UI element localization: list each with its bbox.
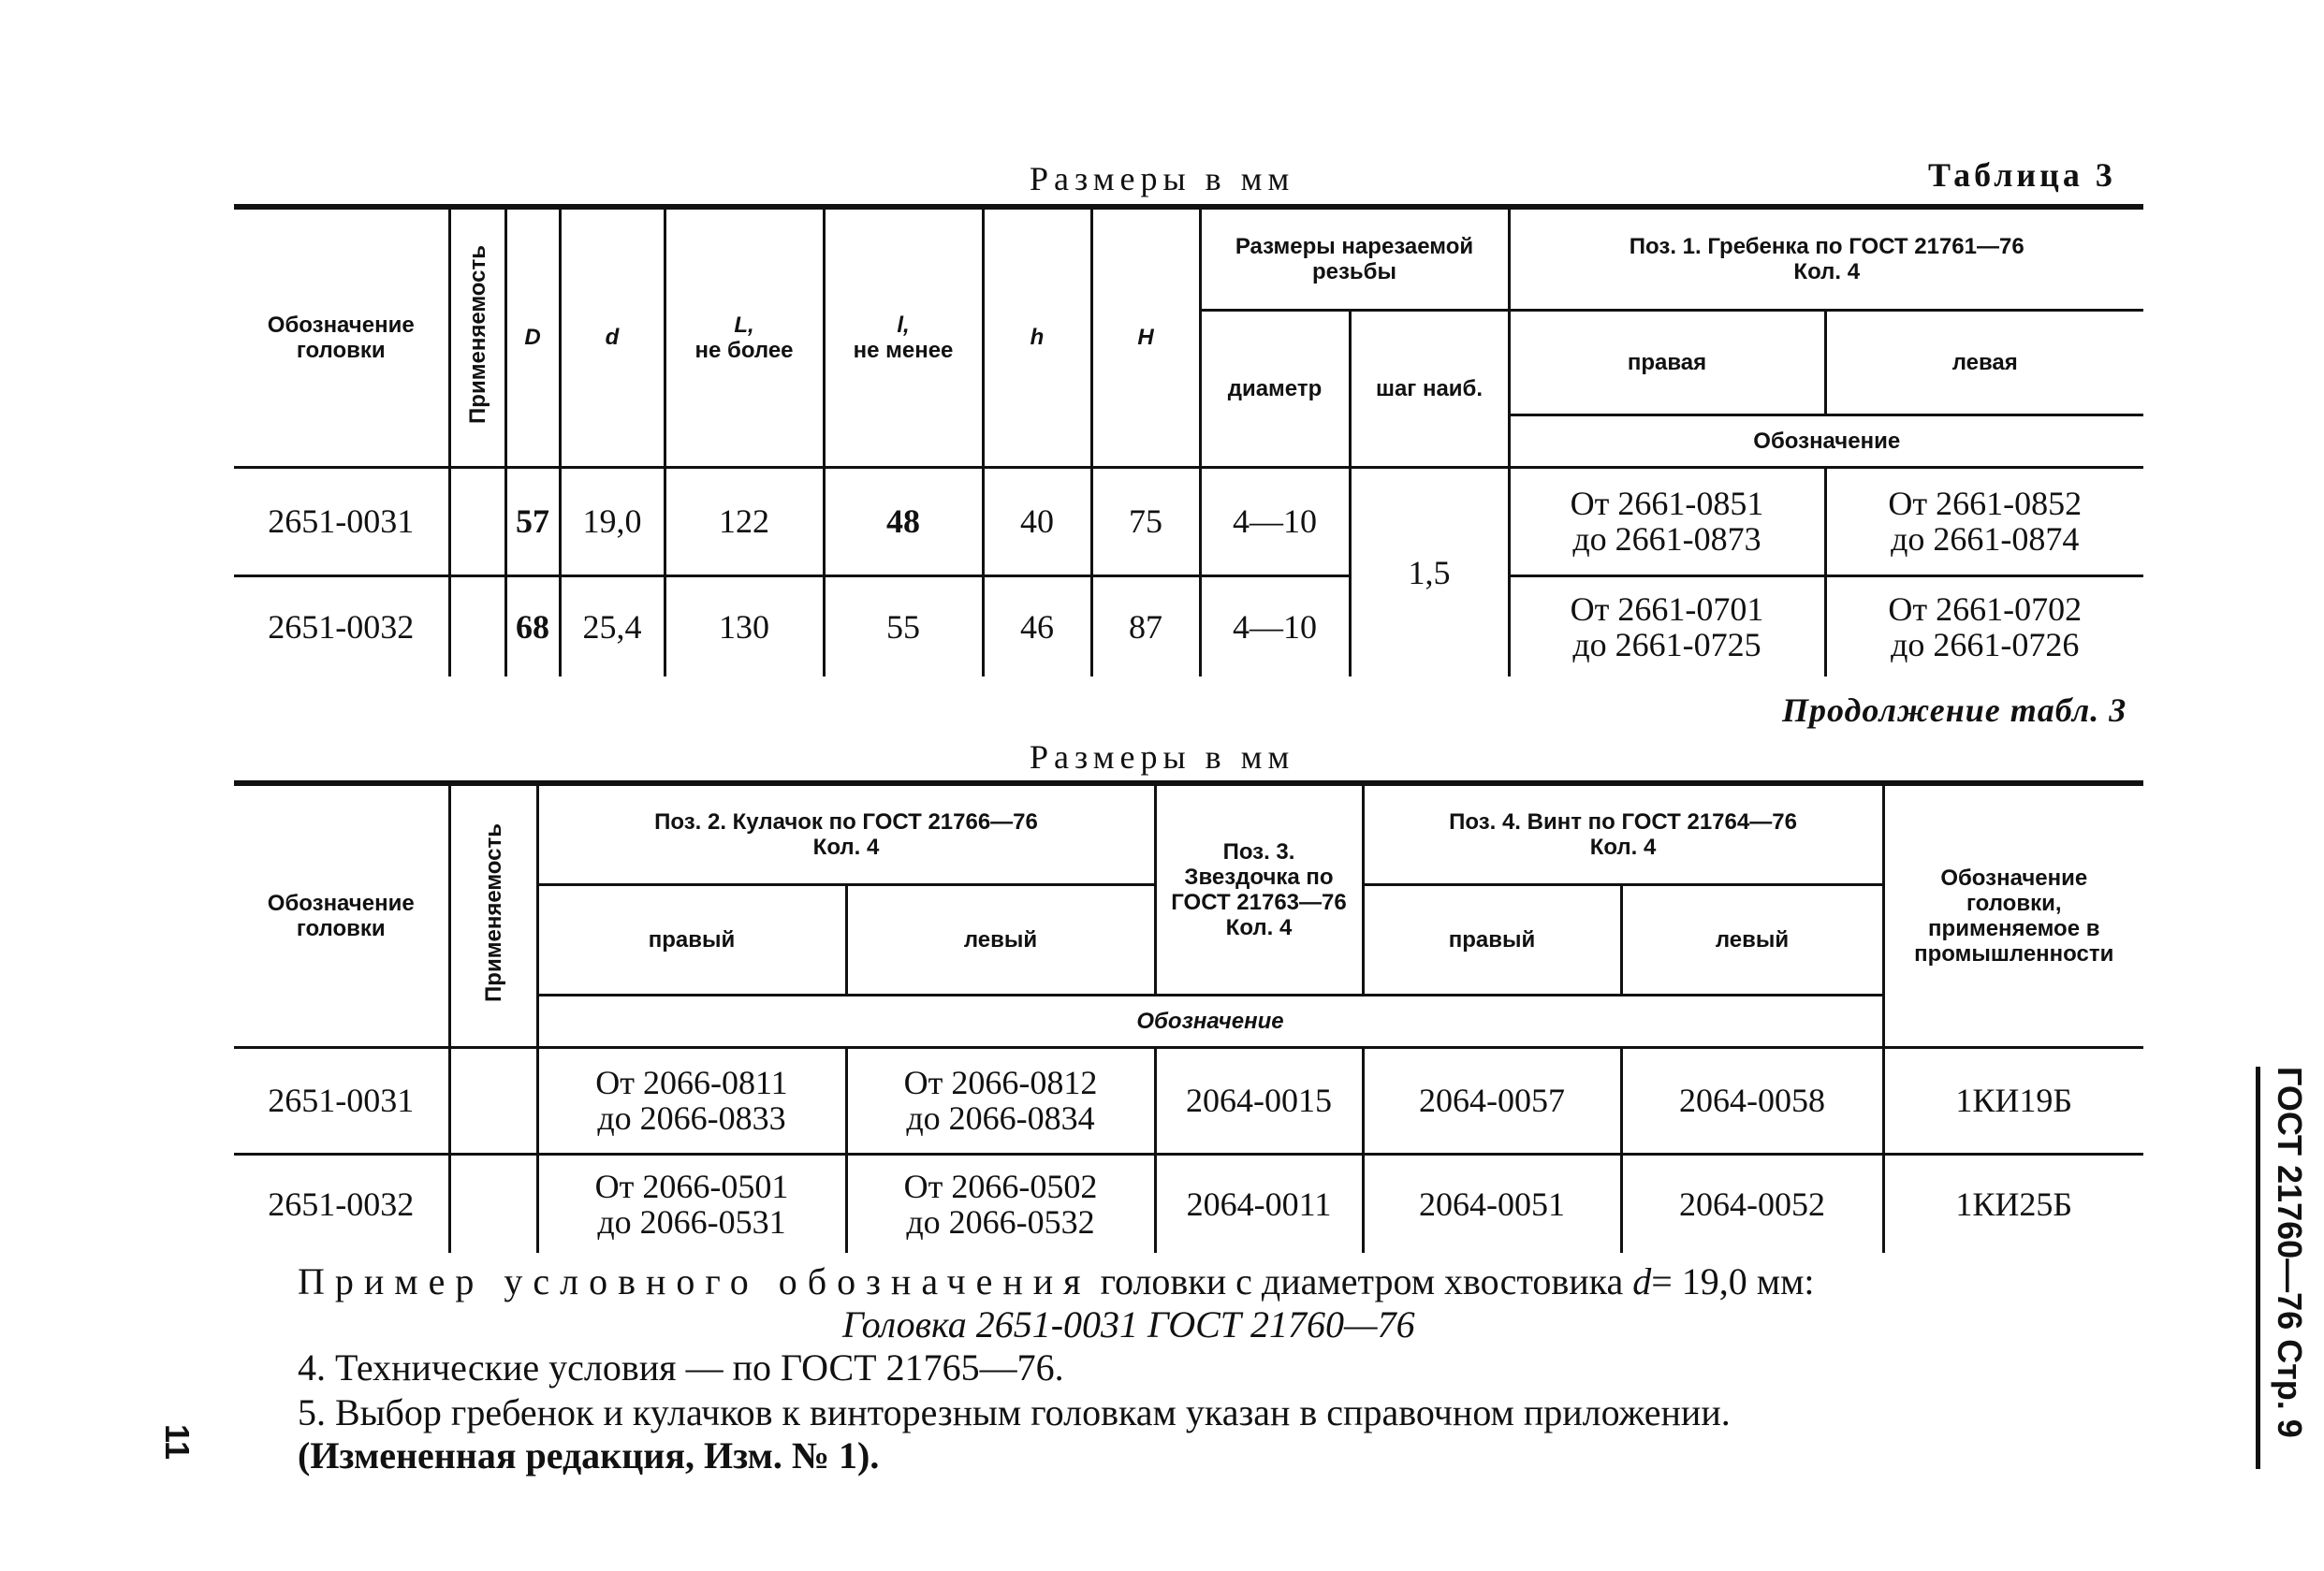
cell-industry: 1КИ25Б [1883,1154,2143,1253]
header-thread-diameter: диаметр [1200,310,1350,467]
table1 [234,204,2143,676]
table-row [234,467,2143,575]
header-designation: Обозначение головки [234,207,449,467]
page-number: 11 [158,1423,197,1461]
header-comb-designation: Обозначение [1509,415,2143,467]
cell-l: 55 [824,575,983,676]
cell-comb-left: От 2661-0852 до 2661-0874 [1825,467,2143,575]
cell-screw-right: 2064-0057 [1363,1047,1621,1154]
header-D: D [505,207,560,467]
cell-H: 75 [1091,467,1200,575]
example-line [298,1259,1815,1304]
header-screw-right: правый [1363,884,1621,995]
table2-units-caption: Размеры в мм [1030,738,1295,776]
header-common-designation: Обозначение [537,995,1883,1047]
cell-screw-left: 2064-0052 [1621,1154,1883,1253]
header-applicability: Применяемость [449,207,505,467]
header-comb-right: правая [1509,310,1825,415]
cell-sprocket: 2064-0011 [1155,1154,1363,1253]
cell-industry: 1КИ19Б [1883,1047,2143,1154]
example-var: d [1632,1260,1652,1302]
cell-l: 48 [824,467,983,575]
example-designation: Головка 2651-0031 ГОСТ 21760—76 [842,1303,1415,1346]
example-intro: Пример условного обозначения [298,1260,1091,1302]
table1-units-caption: Размеры в мм [1030,160,1295,197]
header-cam-left: левый [846,884,1155,995]
cell-designation: 2651-0032 [234,575,449,676]
cell-designation: 2651-0031 [234,1047,449,1154]
cell-h: 46 [983,575,1091,676]
cell-cam-right: От 2066-0811 до 2066-0833 [537,1047,846,1154]
cell-screw-right: 2064-0051 [1363,1154,1621,1253]
side-gost-label: ГОСТ 21760—76 Стр. 9 [2256,1067,2309,1469]
header-sprocket: Поз. 3. Звездочка по ГОСТ 21763—76 Кол. 4 [1155,783,1363,995]
header-thread-pitch: шаг наиб. [1350,310,1509,467]
cell-H: 87 [1091,575,1200,676]
example-value: = 19,0 мм: [1651,1260,1815,1302]
header-d: d [560,207,665,467]
cell-applicability [449,1047,537,1154]
cell-thread-diameter: 4—10 [1200,575,1350,676]
continuation-label: Продолжение табл. 3 [1782,691,2127,729]
table-row [234,1154,2143,1253]
header-cam-group: Поз. 2. Кулачок по ГОСТ 21766—76 Кол. 4 [537,783,1155,884]
table1-label: Таблица 3 [1928,156,2116,194]
cell-designation: 2651-0031 [234,467,449,575]
cell-thread-pitch: 1,5 [1350,467,1509,676]
cell-D: 57 [505,467,560,575]
header-comb-left: левая [1825,310,2143,415]
header-comb-group: Поз. 1. Гребенка по ГОСТ 21761—76 Кол. 4 [1509,207,2143,310]
cell-thread-diameter: 4—10 [1200,467,1350,575]
header-thread-group: Размеры нарезаемой резьбы [1200,207,1509,310]
cell-L: 122 [665,467,824,575]
cell-applicability [449,1154,537,1253]
header-designation: Обозначение головки [234,783,449,1047]
header-H: H [1091,207,1200,467]
cell-L: 130 [665,575,824,676]
cell-comb-left: От 2661-0702 до 2661-0726 [1825,575,2143,676]
cell-cam-right: От 2066-0501 до 2066-0531 [537,1154,846,1253]
cell-cam-left: От 2066-0812 до 2066-0834 [846,1047,1155,1154]
cell-screw-left: 2064-0058 [1621,1047,1883,1154]
table-row [234,575,2143,676]
header-industry-designation: Обозначение головки, применяемое в промышленности [1883,783,2143,1047]
cell-comb-right: От 2661-0851 до 2661-0873 [1509,467,1825,575]
cell-applicability [449,575,505,676]
cell-cam-left: От 2066-0502 до 2066-0532 [846,1154,1155,1253]
header-applicability: Применяемость [449,783,537,1047]
header-screw-left: левый [1621,884,1883,995]
cell-sprocket: 2064-0015 [1155,1047,1363,1154]
table2 [234,780,2143,1253]
header-l: l, не менее [824,207,983,467]
cell-d: 25,4 [560,575,665,676]
cell-applicability [449,467,505,575]
table-row [234,1047,2143,1154]
example-rest: головки с диаметром хвостовика [1090,1260,1633,1302]
cell-comb-right: От 2661-0701 до 2661-0725 [1509,575,1825,676]
cell-designation: 2651-0032 [234,1154,449,1253]
item-4: 4. Технические условия — по ГОСТ 21765—76. [298,1346,1064,1389]
header-screw-group: Поз. 4. Винт по ГОСТ 21764—76 Кол. 4 [1363,783,1883,884]
cell-D: 68 [505,575,560,676]
header-cam-right: правый [537,884,846,995]
cell-h: 40 [983,467,1091,575]
header-h: h [983,207,1091,467]
cell-d: 19,0 [560,467,665,575]
header-L: L, не более [665,207,824,467]
revision-note: (Измененная редакция, Изм. № 1). [298,1434,880,1476]
item-5: 5. Выбор гребенок и кулачков к винторезным головкам указан в справочном приложении. [298,1391,1731,1433]
